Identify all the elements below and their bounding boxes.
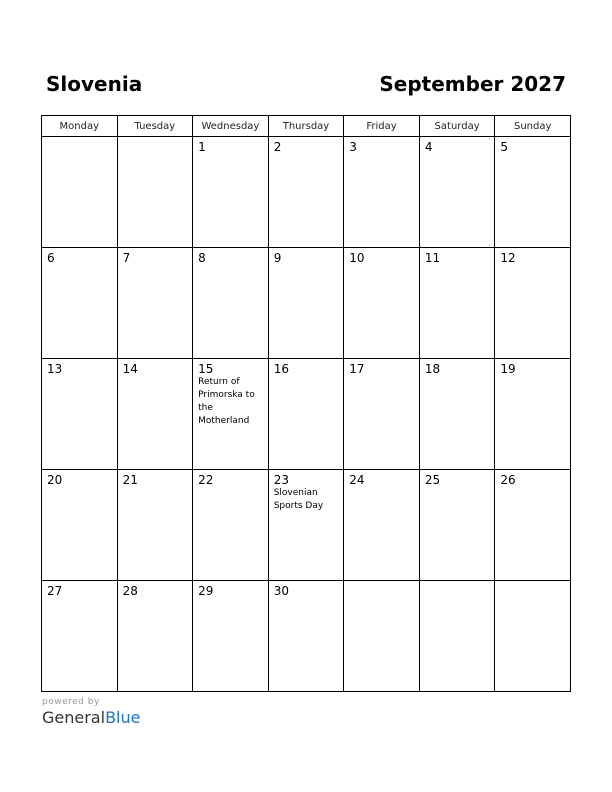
day-number: 20	[47, 473, 63, 487]
weekday-header: Thursday	[268, 116, 344, 137]
day-number: 2	[273, 140, 282, 154]
day-number: 7	[122, 251, 131, 265]
day-number: 27	[47, 584, 63, 598]
day-cell[interactable]	[42, 248, 118, 359]
day-number: 19	[500, 362, 516, 376]
day-cell[interactable]	[117, 248, 193, 359]
empty-day-cell	[495, 581, 571, 692]
day-number: 23	[273, 473, 289, 487]
week-row	[42, 359, 571, 470]
day-cell[interactable]	[495, 248, 571, 359]
day-cell[interactable]	[117, 581, 193, 692]
day-cell[interactable]	[268, 137, 344, 248]
day-number: 6	[47, 251, 55, 265]
month-year-title: September 2027	[379, 72, 566, 96]
day-number: 16	[273, 362, 289, 376]
weekday-header: Monday	[42, 116, 118, 137]
day-cell[interactable]	[42, 359, 118, 470]
day-number: 21	[122, 473, 138, 487]
day-number: 17	[349, 362, 365, 376]
day-cell[interactable]	[419, 470, 495, 581]
weekday-header: Wednesday	[193, 116, 269, 137]
week-row	[42, 137, 571, 248]
day-number: 13	[47, 362, 63, 376]
day-cell[interactable]	[42, 581, 118, 692]
day-number: 10	[349, 251, 365, 265]
brand-part-general: General	[42, 708, 106, 727]
day-cell[interactable]	[268, 581, 344, 692]
country-title: Slovenia	[46, 72, 143, 96]
day-cell[interactable]	[268, 470, 344, 581]
day-cell[interactable]	[495, 359, 571, 470]
week-row	[42, 581, 571, 692]
day-cell[interactable]	[193, 581, 269, 692]
day-number: 30	[273, 584, 289, 598]
calendar-grid	[41, 115, 571, 692]
weekday-header: Sunday	[495, 116, 571, 137]
day-number: 22	[198, 473, 214, 487]
day-number: 24	[349, 473, 365, 487]
day-cell[interactable]	[193, 359, 269, 470]
weekday-header-row	[42, 116, 571, 137]
day-number: 9	[273, 251, 282, 265]
day-number: 28	[122, 584, 138, 598]
day-cell[interactable]	[344, 470, 420, 581]
day-number: 18	[424, 362, 441, 376]
empty-day-cell	[42, 137, 118, 248]
day-cell[interactable]	[495, 470, 571, 581]
day-cell[interactable]	[419, 248, 495, 359]
day-cell[interactable]	[419, 137, 495, 248]
week-row	[42, 470, 571, 581]
empty-day-cell	[419, 581, 495, 692]
day-cell[interactable]	[344, 137, 420, 248]
empty-day-cell	[117, 137, 193, 248]
day-cell[interactable]	[268, 248, 344, 359]
day-number: 26	[500, 473, 516, 487]
day-number: 1	[198, 140, 206, 154]
holiday-label: Slovenian Sports Day	[273, 488, 324, 511]
weekday-header: Saturday	[419, 116, 495, 137]
weekday-header: Tuesday	[117, 116, 193, 137]
powered-by-text: powered by	[42, 697, 100, 707]
day-cell[interactable]	[42, 470, 118, 581]
day-number: 29	[198, 584, 214, 598]
day-cell[interactable]	[193, 248, 269, 359]
day-cell[interactable]	[117, 470, 193, 581]
day-cell[interactable]	[193, 137, 269, 248]
day-number: 11	[424, 251, 441, 265]
holiday-label: Return of Primorska to the Motherland	[198, 377, 255, 426]
weekday-header: Friday	[344, 116, 420, 137]
generalblue-logo[interactable]	[42, 708, 140, 728]
day-cell[interactable]	[344, 248, 420, 359]
day-number: 4	[424, 140, 433, 154]
day-cell[interactable]	[344, 359, 420, 470]
week-row	[42, 248, 571, 359]
day-cell[interactable]	[419, 359, 495, 470]
day-cell[interactable]	[117, 359, 193, 470]
day-cell[interactable]	[268, 359, 344, 470]
day-number: 14	[122, 362, 138, 376]
day-cell[interactable]	[495, 137, 571, 248]
day-number: 8	[198, 251, 206, 265]
day-cell[interactable]	[193, 470, 269, 581]
day-number: 12	[500, 251, 516, 265]
day-number: 15	[198, 362, 214, 376]
day-number: 3	[349, 140, 357, 154]
empty-day-cell	[344, 581, 420, 692]
brand-part-blue: Blue	[105, 708, 141, 727]
day-number: 5	[500, 140, 509, 154]
day-number: 25	[424, 473, 441, 487]
footer-branding	[42, 697, 140, 728]
